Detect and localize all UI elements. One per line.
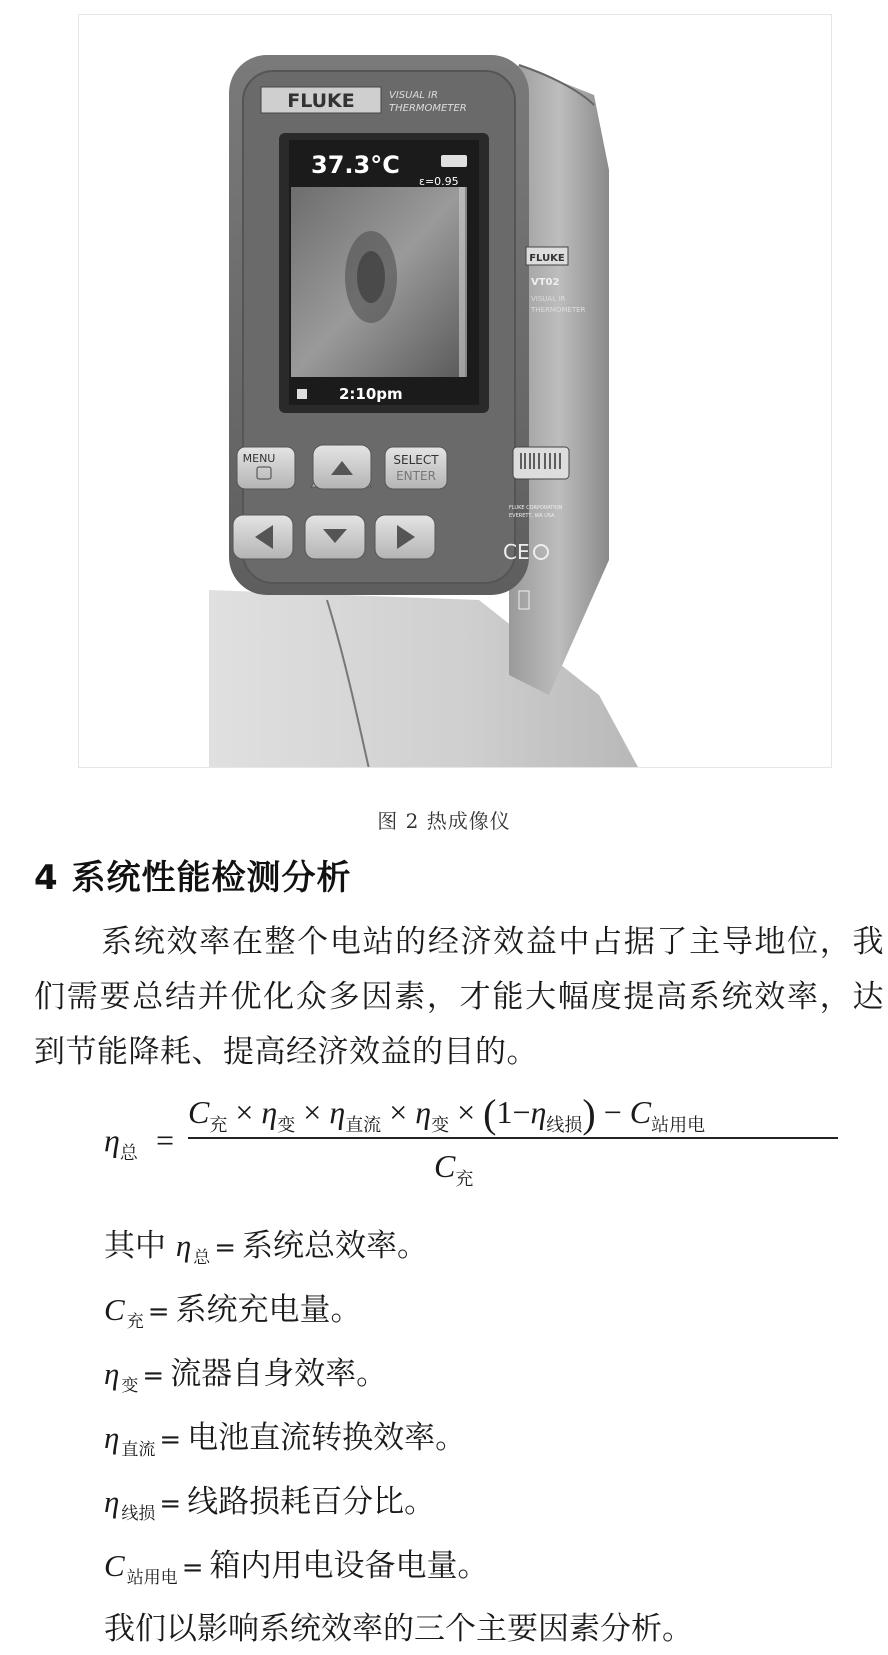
svg-text:ε=0.95: ε=0.95 [419,175,459,188]
definition-row: η $_{线损}$ = 线路损耗百分比。 [104,1484,436,1524]
thermal-imager-figure [78,14,832,768]
svg-text:THERMOMETER: THERMOMETER [389,103,467,114]
ce-mark: CE [503,540,530,564]
svg-text:MENU: MENU [242,452,276,465]
definition-row: C $_充$ = 系统充电量。 [104,1292,362,1332]
camera-icon [297,389,307,399]
formula-numerator: $C_充 \times \eta_变 \times \eta_{直流} \times \eta_变 \times (1-\eta_{线损}) - C_{站用电}$ [188,1091,706,1136]
formula-denominator: $C_充$ [434,1148,474,1190]
symbol-definitions [104,1220,693,1655]
fraction-bar [188,1137,838,1139]
svg-text:SELECT: SELECT [393,453,439,467]
definition-row: η $_变$ = 流器自身效率。 [104,1356,388,1396]
definition-row: C $_{站用电}$ = 箱内用电设备电量。 [104,1548,489,1588]
section-heading: 4 系统性能检测分析 [34,858,352,898]
body-paragraph: 系统效率在整个电站的经济效益中占据了主导地位，我们需要总结并优化众多因素，才能大幅度提高系统效率，达到节能降耗、提高经济效益的目的。 [34,924,884,1070]
svg-text:THERMOMETER: THERMOMETER [531,306,586,314]
formula-lhs: $\eta_总$ [104,1122,138,1164]
brand-text: FLUKE [287,90,355,112]
definition-row: 其中 η $_总$ = 系统总效率。 [104,1228,429,1268]
definition-row: η $_{直流}$ = 电池直流转换效率。 [104,1420,467,1460]
svg-text:ENTER: ENTER [396,469,436,483]
svg-text:EVERETT, WA USA: EVERETT, WA USA [509,513,555,519]
screen-time: 2:10pm [339,385,403,403]
svg-text:VT02: VT02 [531,277,560,288]
svg-text:FLUKE: FLUKE [529,253,565,264]
figure-caption: 图 2 热成像仪 [377,809,511,833]
svg-text:VISUAL IR: VISUAL IR [389,90,438,101]
screen-temperature: 37.3°C [311,151,400,179]
svg-text:VISUAL IR: VISUAL IR [531,295,566,303]
svg-text:FLUKE CORPORATION: FLUKE CORPORATION [509,505,563,511]
closing-sentence: 我们以影响系统效率的三个主要因素分析。 [104,1611,693,1647]
formula-equals: = [156,1122,175,1158]
battery-icon [441,155,467,167]
thermal-imager-photo [79,15,832,768]
